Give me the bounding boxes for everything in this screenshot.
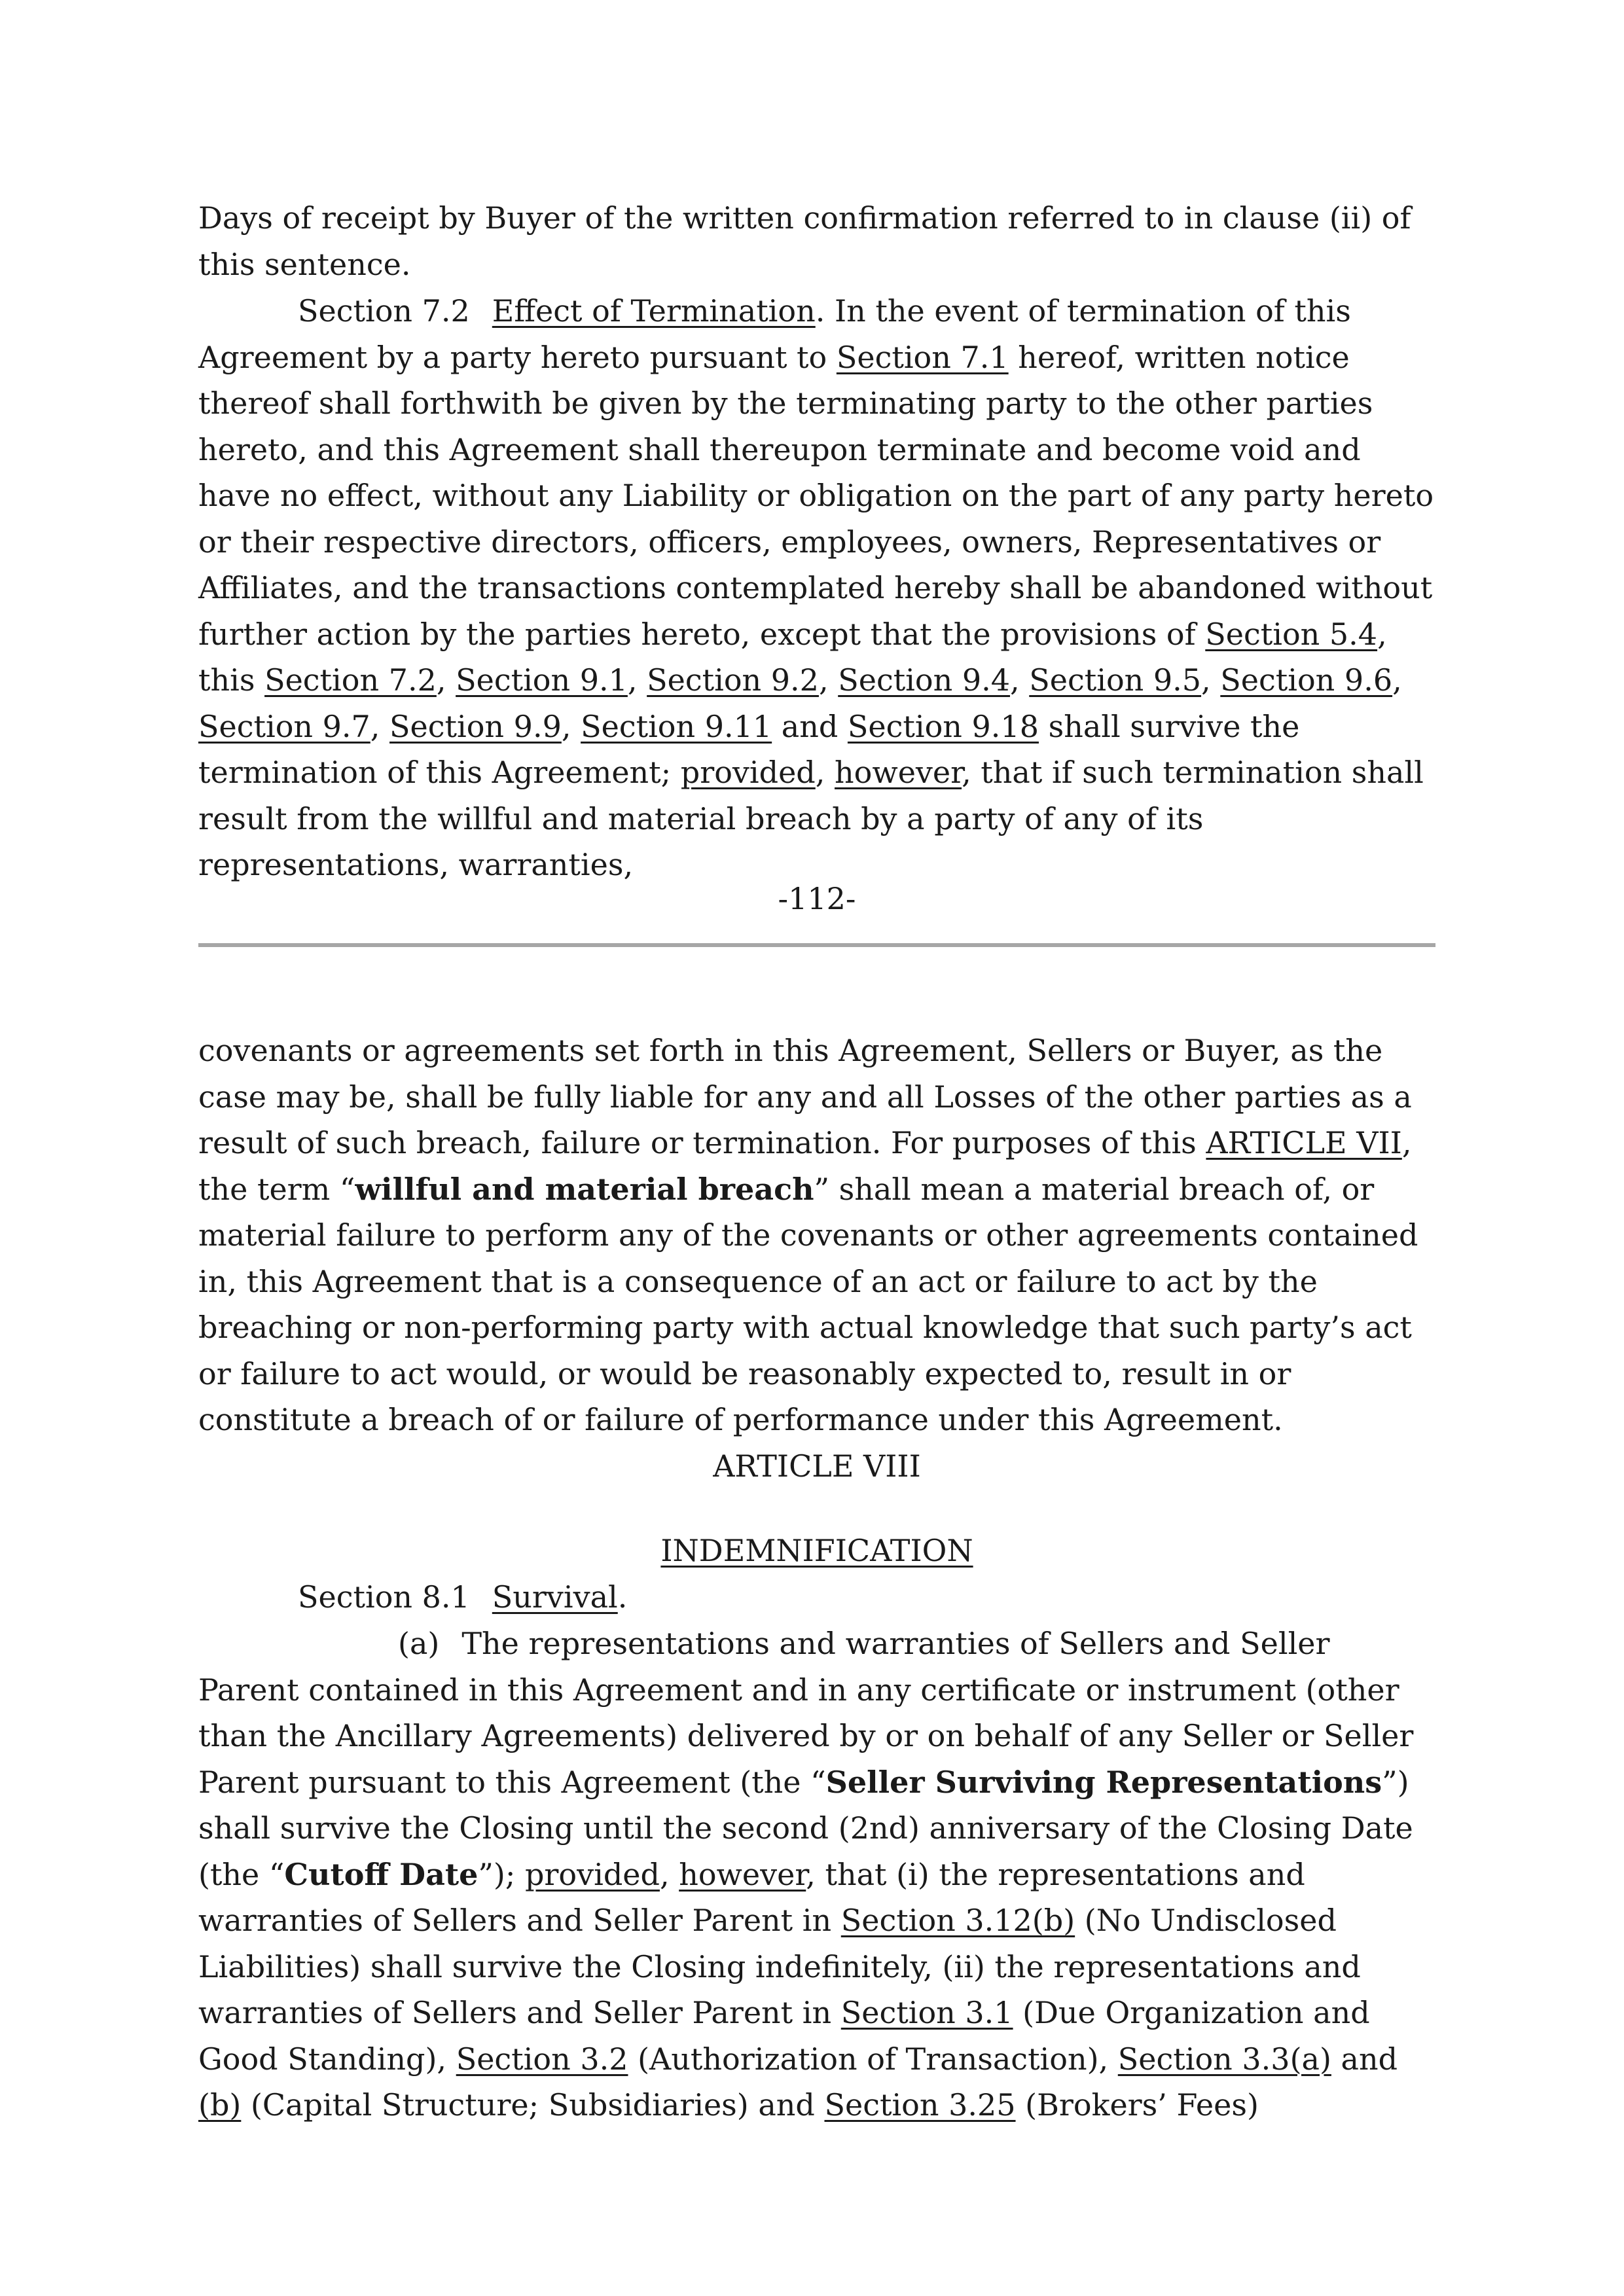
cross-reference[interactable]: (b) xyxy=(198,2087,242,2123)
defined-term: Seller Surviving Representations xyxy=(825,1764,1382,1800)
proviso-term: provided xyxy=(524,1856,660,1892)
page-separator xyxy=(198,943,1435,947)
page-number: -112- xyxy=(778,881,856,916)
cross-reference[interactable]: Section 9.7 xyxy=(198,708,370,744)
clause-label: (a) xyxy=(398,1626,440,1661)
section-heading: Survival xyxy=(492,1579,618,1615)
cross-reference[interactable]: Section 9.2 xyxy=(647,662,819,698)
cross-reference[interactable]: Section 3.3(a) xyxy=(1117,2041,1331,2077)
cross-reference[interactable]: Section 9.1 xyxy=(456,662,628,698)
proviso-term: however xyxy=(835,755,962,790)
cross-reference[interactable]: Section 5.4 xyxy=(1205,616,1378,652)
section-number: Section 8.1 xyxy=(298,1579,470,1615)
proviso-term: provided xyxy=(680,755,816,790)
cross-reference[interactable]: Section 9.5 xyxy=(1029,662,1202,698)
cross-reference[interactable]: Section 3.25 xyxy=(824,2087,1016,2123)
section-number: Section 7.2 xyxy=(298,293,470,329)
cross-reference[interactable]: Section 9.18 xyxy=(847,708,1039,744)
cross-reference[interactable]: Section 3.1 xyxy=(840,1995,1013,2030)
cross-reference[interactable]: Section 9.11 xyxy=(581,708,772,744)
cross-reference[interactable]: Section 9.6 xyxy=(1220,662,1393,698)
article-title: ARTICLE VIII xyxy=(713,1448,921,1484)
section-7-2-paragraph: Section 7.2 Effect of Termination. In the event of termination of this Agreement by a party hereto pursuant to Section 7.1 hereof, written notice thereof shall forthwith be given by the terminating party to the other parties hereto, and this Agreement shall thereupon terminate and become void and have no effect, without any Liability or obligation on the part of any party hereto or their respective directors, officers, employees, owners, Representatives or Affiliates, and the transactions contemplated hereby shall be abandoned without further action by the parties hereto, except that the provisions of Section 5.4, this Section 7.2, Section 9.1, Section 9.2, Section 9.4, Section 9.5, Section 9.6, Section 9.7, Section 9.9, Section 9.11 and Section 9.18 shall survive the termination of this Agreement; provided, however, that if such termination shall result from the willful and material breach by a party of any of its representations, warranties, xyxy=(198,293,1434,882)
cross-reference[interactable]: ARTICLE VII xyxy=(1206,1125,1402,1160)
section-8-1-a-paragraph: (a) The representations and warranties of Sellers and Seller Parent contained in this Agreement and in any certificate or instrument (other than the Ancillary Agreements) delivered by or on behalf of any Seller or Seller Parent pursuant to this Agreement (the “Seller Surviving Representations”) shall survive the Closing until the second (2nd) anniversary of the Closing Date (the “Cutoff Date”); provided, however, that (i) the representations and warranties of Sellers and Seller Parent in Section 3.12(b) (No Undisclosed Liabilities) shall survive the Closing indefinitely, (ii) the representations and warranties of Sellers and Seller Parent in Section 3.1 (Due Organization and Good Standing), Section 3.2 (Authorization of Transaction), Section 3.3(a) and (b) (Capital Structure; Subsidiaries) and Section 3.25 (Brokers’ Fees) xyxy=(198,1626,1414,2123)
paragraph-continuation: Days of receipt by Buyer of the written confirmation referred to in clause (ii) of this sentence. xyxy=(198,200,1411,282)
cross-reference[interactable]: Section 3.2 xyxy=(456,2041,628,2077)
defined-term: willful and material breach xyxy=(355,1171,814,1207)
article-heading: INDEMNIFICATION xyxy=(660,1533,973,1568)
cross-reference[interactable]: Section 9.4 xyxy=(838,662,1010,698)
cross-reference[interactable]: Section 7.1 xyxy=(836,339,1009,375)
cross-reference[interactable]: Section 9.9 xyxy=(389,708,562,744)
defined-term: Cutoff Date xyxy=(284,1856,478,1892)
cross-reference[interactable]: Section 3.12(b) xyxy=(840,1903,1075,1938)
cross-reference[interactable]: Section 7.2 xyxy=(264,662,437,698)
section-8-1-heading: Section 8.1 Survival. xyxy=(298,1579,628,1615)
proviso-term: however xyxy=(679,1856,806,1892)
section-heading: Effect of Termination xyxy=(492,293,816,329)
paragraph-continuation-2: covenants or agreements set forth in this Agreement, Sellers or Buyer, as the case may be, shall be fully liable for any and all Losses of the other parties as a result of such breach, failure or termination. For purposes of this ARTICLE VII, the term “willful and material breach” shall mean a material breach of, or material failure to perform any of the covenants or other agreements contained in, this Agreement that is a consequence of an act or failure to act by the breaching or non-performing party with actual knowledge that such party’s act or failure to act would, or would be reasonably expected to, result in or constitute a breach of or failure of performance under this Agreement. xyxy=(198,1033,1418,1437)
